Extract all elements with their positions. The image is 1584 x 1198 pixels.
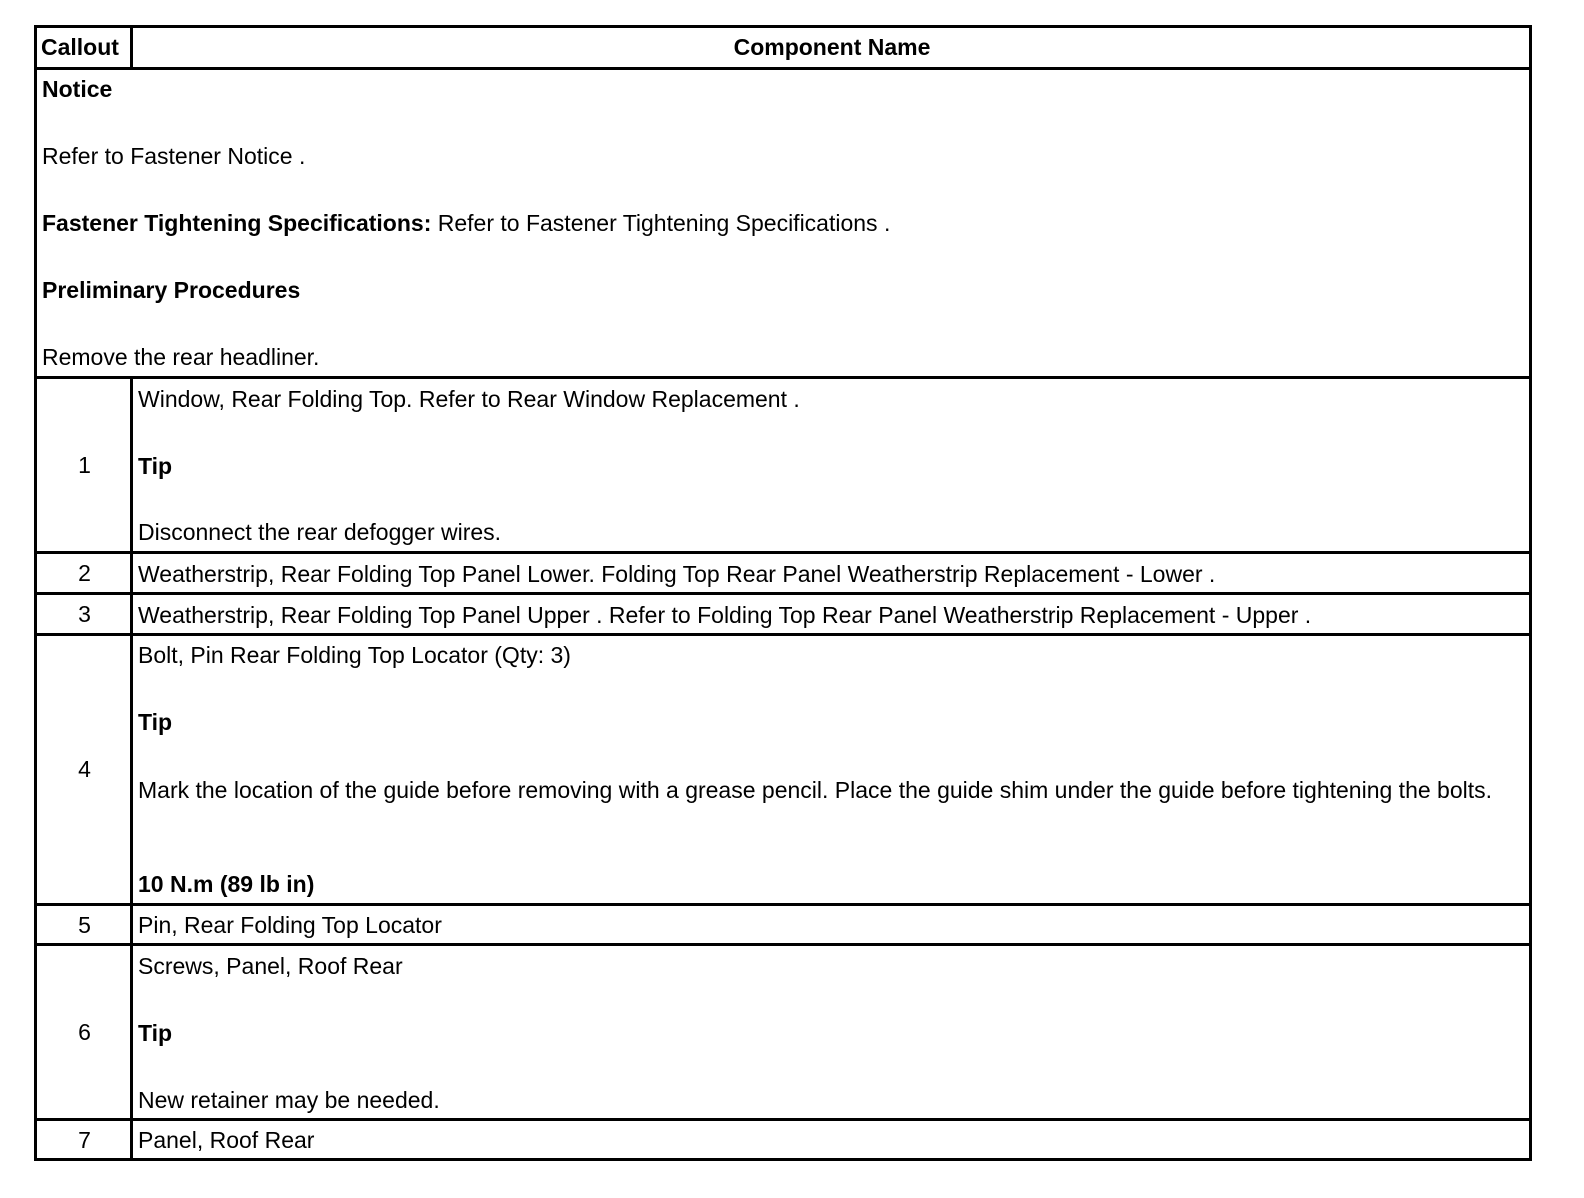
component-name: Weatherstrip, Rear Folding Top Panel Upper . Refer to Folding Top Rear Panel Weatherstrip Replacement - Upper . bbox=[138, 602, 1312, 628]
callout-cell: 2 bbox=[78, 559, 91, 586]
callout-cell: 7 bbox=[78, 1126, 91, 1153]
preliminary-title: Preliminary Procedures bbox=[42, 277, 301, 303]
tip-text: Mark the location of the guide before removing with a grease pencil. Place the guide shim under the guide before tightening the bolts. bbox=[138, 777, 1493, 803]
callout-cell: 5 bbox=[78, 911, 91, 938]
row-divider bbox=[37, 376, 1529, 379]
row-divider bbox=[37, 903, 1529, 906]
row-divider bbox=[37, 67, 1529, 70]
component-cell bbox=[138, 386, 1523, 413]
column-divider bbox=[130, 28, 133, 69]
callout-cell: 1 bbox=[78, 451, 91, 478]
notice-refer: Refer to Fastener Notice . bbox=[42, 143, 306, 169]
tip-label: Tip bbox=[138, 453, 173, 479]
torque-spec: 10 N.m (89 lb in) bbox=[138, 871, 315, 897]
component-name: Weatherstrip, Rear Folding Top Panel Lower. Folding Top Rear Panel Weatherstrip Replacement - Lower . bbox=[138, 561, 1216, 587]
notice-title: Notice bbox=[42, 76, 113, 102]
row-divider bbox=[37, 1118, 1529, 1121]
preliminary-text: Remove the rear headliner. bbox=[42, 344, 320, 370]
tip-label: Tip bbox=[138, 709, 173, 735]
row-divider bbox=[37, 551, 1529, 554]
component-table bbox=[34, 25, 1532, 1161]
component-name: Panel, Roof Rear bbox=[138, 1127, 315, 1153]
component-name: Screws, Panel, Roof Rear bbox=[138, 953, 403, 979]
callout-cell: 3 bbox=[78, 600, 91, 627]
fastener-spec-text: Refer to Fastener Tightening Specifications . bbox=[431, 210, 891, 236]
header-component-name: Component Name bbox=[733, 34, 931, 60]
component-name: Bolt, Pin Rear Folding Top Locator (Qty: 3) bbox=[138, 642, 571, 668]
tip-text: New retainer may be needed. bbox=[138, 1087, 440, 1113]
row-divider bbox=[37, 633, 1529, 636]
component-name: Pin, Rear Folding Top Locator bbox=[138, 912, 442, 938]
component-name: Window, Rear Folding Top. Refer to Rear Window Replacement . bbox=[138, 386, 800, 412]
tip-text: Disconnect the rear defogger wires. bbox=[138, 519, 502, 545]
tip-label: Tip bbox=[138, 1020, 173, 1046]
callout-cell: 6 bbox=[78, 1018, 91, 1045]
row-divider bbox=[37, 943, 1529, 946]
row-divider bbox=[37, 592, 1529, 595]
fastener-spec-label: Fastener Tightening Specifications: bbox=[42, 210, 432, 236]
notice-block bbox=[42, 76, 1524, 103]
callout-cell: 4 bbox=[78, 756, 91, 782]
header-callout: Callout bbox=[41, 34, 119, 60]
fastener-spec bbox=[42, 210, 1524, 237]
